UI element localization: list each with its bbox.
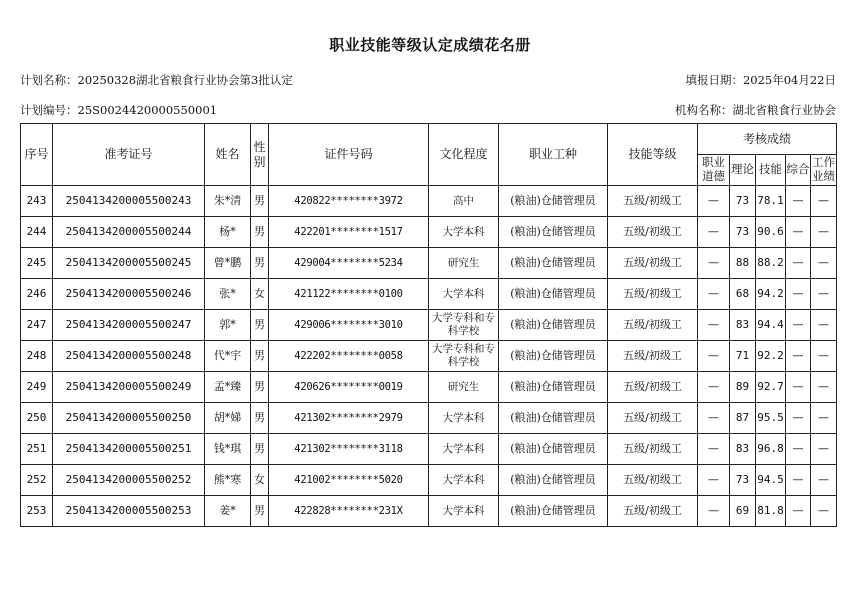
cell-cert: 422201********1517 [269,217,429,248]
cell-overall: — [786,372,811,403]
cell-seq: 246 [21,279,53,310]
cell-level: 五级/初级工 [608,279,698,310]
cell-seq: 244 [21,217,53,248]
plan-name [20,72,293,88]
cell-skill: 96.8 [756,434,786,465]
cell-seq: 243 [21,186,53,217]
cell-name: 姜* [205,496,251,527]
cell-level: 五级/初级工 [608,217,698,248]
cell-cert: 421302********2979 [269,403,429,434]
cell-overall: — [786,341,811,372]
cell-occupation: (粮油)仓储管理员 [499,403,608,434]
table-row [21,279,837,310]
header-education: 文化程度 [429,124,499,186]
plan-name-value: 20250328湖北省粮食行业协会第3批认定 [77,73,293,87]
table-row [21,434,837,465]
org-name-label: 机构名称： [675,103,733,117]
cell-work: — [811,403,837,434]
cell-skill: 88.2 [756,248,786,279]
cell-skill: 94.4 [756,310,786,341]
header-scores: 考核成绩 [698,124,837,155]
cell-ethics: — [698,341,730,372]
table-row [21,341,837,372]
cell-education: 高中 [429,186,499,217]
cell-skill: 94.2 [756,279,786,310]
cell-name: 张* [205,279,251,310]
cell-overall: — [786,217,811,248]
cell-theory: 73 [730,465,756,496]
cell-gender: 男 [251,341,269,372]
cell-ticket: 2504134200005500245 [53,248,205,279]
header-name: 姓名 [205,124,251,186]
header-ticket: 准考证号 [53,124,205,186]
table-row [21,403,837,434]
cell-ethics: — [698,217,730,248]
cell-ticket: 2504134200005500252 [53,465,205,496]
table-row [21,465,837,496]
cell-gender: 男 [251,248,269,279]
cell-ethics: — [698,372,730,403]
cell-ticket: 2504134200005500251 [53,434,205,465]
cell-seq: 248 [21,341,53,372]
cell-name: 郭* [205,310,251,341]
cell-cert: 429006********3010 [269,310,429,341]
plan-code [20,102,217,118]
cell-overall: — [786,279,811,310]
cell-skill: 92.7 [756,372,786,403]
org-name-value: 湖北省粮食行业协会 [732,103,836,117]
cell-gender: 女 [251,279,269,310]
cell-work: — [811,248,837,279]
cell-education: 大学本科 [429,279,499,310]
cell-theory: 73 [730,186,756,217]
cell-education: 大学本科 [429,465,499,496]
cell-level: 五级/初级工 [608,496,698,527]
cell-ticket: 2504134200005500253 [53,496,205,527]
cell-gender: 男 [251,310,269,341]
header-theory: 理论 [730,155,756,186]
cell-seq: 249 [21,372,53,403]
cell-occupation: (粮油)仓储管理员 [499,372,608,403]
cell-seq: 245 [21,248,53,279]
cell-ethics: — [698,434,730,465]
cell-skill: 90.6 [756,217,786,248]
cell-occupation: (粮油)仓储管理员 [499,496,608,527]
cell-ethics: — [698,403,730,434]
cell-seq: 247 [21,310,53,341]
cell-ethics: — [698,496,730,527]
cell-name: 杨* [205,217,251,248]
cell-theory: 68 [730,279,756,310]
cell-overall: — [786,248,811,279]
cell-seq: 251 [21,434,53,465]
cell-ticket: 2504134200005500247 [53,310,205,341]
cell-education: 大学本科 [429,403,499,434]
header-ethics: 职业道德 [698,155,730,186]
table-row [21,310,837,341]
cell-theory: 89 [730,372,756,403]
cell-gender: 男 [251,372,269,403]
cell-overall: — [786,465,811,496]
cell-occupation: (粮油)仓储管理员 [499,279,608,310]
cell-cert: 420822********3972 [269,186,429,217]
cell-cert: 421302********3118 [269,434,429,465]
cell-gender: 男 [251,496,269,527]
header-skill: 技能 [756,155,786,186]
header-seq: 序号 [21,124,53,186]
cell-education: 大学专科和专科学校 [429,341,499,372]
table-row [21,496,837,527]
cell-skill: 81.8 [756,496,786,527]
cell-cert: 429004********5234 [269,248,429,279]
cell-occupation: (粮油)仓储管理员 [499,310,608,341]
header-gender: 性别 [251,124,269,186]
cell-name: 钱*琪 [205,434,251,465]
cell-gender: 男 [251,403,269,434]
cell-theory: 88 [730,248,756,279]
cell-occupation: (粮油)仓储管理员 [499,248,608,279]
cell-work: — [811,217,837,248]
cell-skill: 94.5 [756,465,786,496]
cell-work: — [811,310,837,341]
cell-ticket: 2504134200005500249 [53,372,205,403]
cell-ethics: — [698,186,730,217]
cell-ethics: — [698,279,730,310]
cell-level: 五级/初级工 [608,341,698,372]
cell-theory: 83 [730,434,756,465]
table-row [21,372,837,403]
cell-cert: 422828********231X [269,496,429,527]
cell-work: — [811,186,837,217]
plan-code-value: 25S0024420000550001 [77,103,218,117]
cell-occupation: (粮油)仓储管理员 [499,217,608,248]
cell-work: — [811,279,837,310]
cell-level: 五级/初级工 [608,403,698,434]
cell-gender: 男 [251,434,269,465]
cell-work: — [811,496,837,527]
cell-gender: 女 [251,465,269,496]
plan-name-label: 计划名称： [20,73,78,87]
table-row [21,217,837,248]
header-cert: 证件号码 [269,124,429,186]
cell-education: 大学本科 [429,434,499,465]
cell-occupation: (粮油)仓储管理员 [499,465,608,496]
cell-education: 研究生 [429,372,499,403]
cell-overall: — [786,310,811,341]
cell-level: 五级/初级工 [608,372,698,403]
cell-occupation: (粮油)仓储管理员 [499,186,608,217]
cell-cert: 421122********0100 [269,279,429,310]
cell-level: 五级/初级工 [608,310,698,341]
cell-theory: 87 [730,403,756,434]
cell-ethics: — [698,248,730,279]
cell-education: 大学本科 [429,217,499,248]
cell-skill: 78.1 [756,186,786,217]
cell-level: 五级/初级工 [608,186,698,217]
cell-theory: 83 [730,310,756,341]
cell-gender: 男 [251,186,269,217]
cell-theory: 73 [730,217,756,248]
fill-date [685,72,836,88]
header-occupation: 职业工种 [499,124,608,186]
cell-ethics: — [698,465,730,496]
fill-date-label: 填报日期： [685,73,743,87]
fill-date-value: 2025年04月22日 [742,73,836,87]
cell-name: 孟*臻 [205,372,251,403]
cell-theory: 69 [730,496,756,527]
cell-overall: — [786,496,811,527]
cell-name: 朱*清 [205,186,251,217]
cell-theory: 71 [730,341,756,372]
cell-education: 研究生 [429,248,499,279]
cell-work: — [811,434,837,465]
org-name [675,102,836,118]
plan-code-label: 计划编号： [20,103,78,117]
roster-body [21,186,837,527]
cell-name: 代*宇 [205,341,251,372]
cell-name: 曾*鹏 [205,248,251,279]
cell-name: 熊*寒 [205,465,251,496]
cell-ticket: 2504134200005500250 [53,403,205,434]
cell-ticket: 2504134200005500243 [53,186,205,217]
cell-work: — [811,465,837,496]
cell-work: — [811,372,837,403]
cell-cert: 421002********5020 [269,465,429,496]
cell-occupation: (粮油)仓储管理员 [499,434,608,465]
page-title: 职业技能等级认定成绩花名册 [329,36,531,54]
cell-education: 大学本科 [429,496,499,527]
cell-name: 胡*娣 [205,403,251,434]
cell-ticket: 2504134200005500244 [53,217,205,248]
cell-ticket: 2504134200005500246 [53,279,205,310]
header-overall: 综合 [786,155,811,186]
cell-overall: — [786,186,811,217]
cell-level: 五级/初级工 [608,434,698,465]
cell-seq: 252 [21,465,53,496]
cell-level: 五级/初级工 [608,248,698,279]
table-row [21,186,837,217]
cell-skill: 92.2 [756,341,786,372]
cell-occupation: (粮油)仓储管理员 [499,341,608,372]
cell-work: — [811,341,837,372]
cell-cert: 420626********0019 [269,372,429,403]
cell-skill: 95.5 [756,403,786,434]
cell-gender: 男 [251,217,269,248]
cell-level: 五级/初级工 [608,465,698,496]
table-row [21,248,837,279]
header-level: 技能等级 [608,124,698,186]
cell-ethics: — [698,310,730,341]
header-work: 工作业绩 [811,155,837,186]
cell-education: 大学专科和专科学校 [429,310,499,341]
score-roster-table [20,123,837,527]
cell-overall: — [786,403,811,434]
cell-cert: 422202********0058 [269,341,429,372]
cell-overall: — [786,434,811,465]
cell-seq: 250 [21,403,53,434]
cell-seq: 253 [21,496,53,527]
cell-ticket: 2504134200005500248 [53,341,205,372]
